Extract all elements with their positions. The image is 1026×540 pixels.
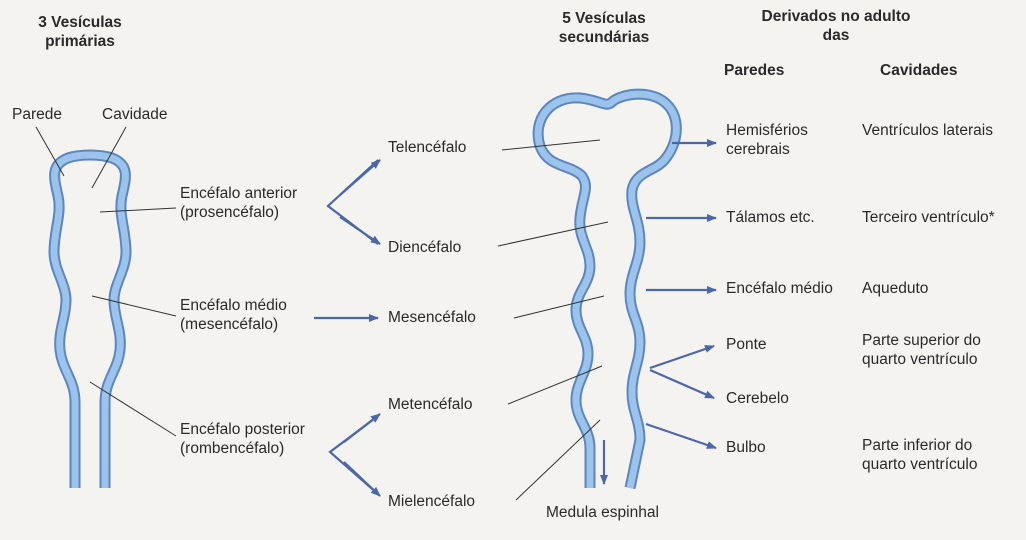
wall-hemispheres-line1: Hemisférios [726,122,808,139]
leader-telencephalon [502,140,600,150]
cavity-lateral-ventricles: Ventrículos laterais [862,122,993,139]
arrow-to-cerebellum [650,370,714,398]
wall-hemispheres [726,121,808,160]
label-hindbrain [180,420,305,459]
label-diencephalon: Diencéfalo [388,239,462,256]
header-primary-line1: 3 Vesículas [38,14,122,31]
header-secondary-line1: 5 Vesículas [562,10,646,27]
arrow-to-telencephalon [340,160,380,195]
midbrain-term: (mesencéfalo) [180,316,279,334]
label-spinal-cord: Medula espinhal [546,504,659,521]
arrow-hindbrain-split [330,416,378,494]
header-walls: Paredes [724,62,785,79]
label-myelencephalon: Mielencéfalo [388,493,476,510]
wall-hemispheres-line2: cerebrais [726,141,790,159]
arrow-to-myelencephalon [344,462,380,496]
cavity-lower-fourth-ventricle [862,436,977,475]
cavity-upper-line1: Parte superior do [862,332,981,349]
leader-forebrain [100,208,176,212]
cavity-aqueduct: Aqueduto [862,280,929,297]
midbrain-name: Encéfalo médio [180,297,287,314]
arrow-to-metencephalon [344,414,380,442]
wall-thalamus: Tálamos etc. [726,209,815,226]
header-secondary-vesicles [548,10,660,47]
wall-midbrain: Encéfalo médio [726,280,833,297]
arrow-to-diencephalon [340,217,380,244]
primary-neural-tube [54,154,126,488]
hindbrain-term: (rombencéfalo) [180,440,285,458]
label-midbrain [180,296,287,335]
cavity-upper-fourth-ventricle [862,331,981,370]
arrow-to-medulla [646,424,716,448]
header-secondary-line2: secundárias [558,28,650,46]
cavity-lower-line1: Parte inferior do [862,437,973,454]
forebrain-term: (prosencéfalo) [180,204,280,222]
label-cavity: Cavidade [102,106,168,123]
arrow-to-pons [650,346,714,368]
wall-cerebellum: Cerebelo [726,390,789,407]
hindbrain-name: Encéfalo posterior [180,421,305,438]
cavity-upper-line2: quarto ventrículo [862,351,978,369]
forebrain-name: Encéfalo anterior [180,185,298,202]
wall-medulla: Bulbo [726,439,766,456]
cavity-lower-line2: quarto ventrículo [862,456,978,474]
leader-metencephalon [508,366,602,404]
label-mesencephalon: Mesencéfalo [388,309,476,326]
cavity-third-ventricle: Terceiro ventrículo* [862,209,995,226]
header-cavities: Cavidades [880,62,958,79]
label-wall: Parede [12,106,62,123]
header-adult-derivatives [746,8,926,45]
leader-mesencephalon [514,296,604,318]
leader-diencephalon [498,222,608,246]
header-primary-line2: primárias [45,32,115,50]
arrows [314,143,716,496]
label-forebrain [180,184,297,223]
header-primary-vesicles [26,14,134,51]
label-telencephalon: Telencéfalo [388,139,467,156]
label-metencephalon: Metencéfalo [388,396,473,413]
arrow-forebrain-split [328,160,378,244]
wall-pons: Ponte [726,336,767,353]
header-adult-line2: das [822,26,850,44]
header-adult-line1: Derivados no adulto [761,8,911,25]
